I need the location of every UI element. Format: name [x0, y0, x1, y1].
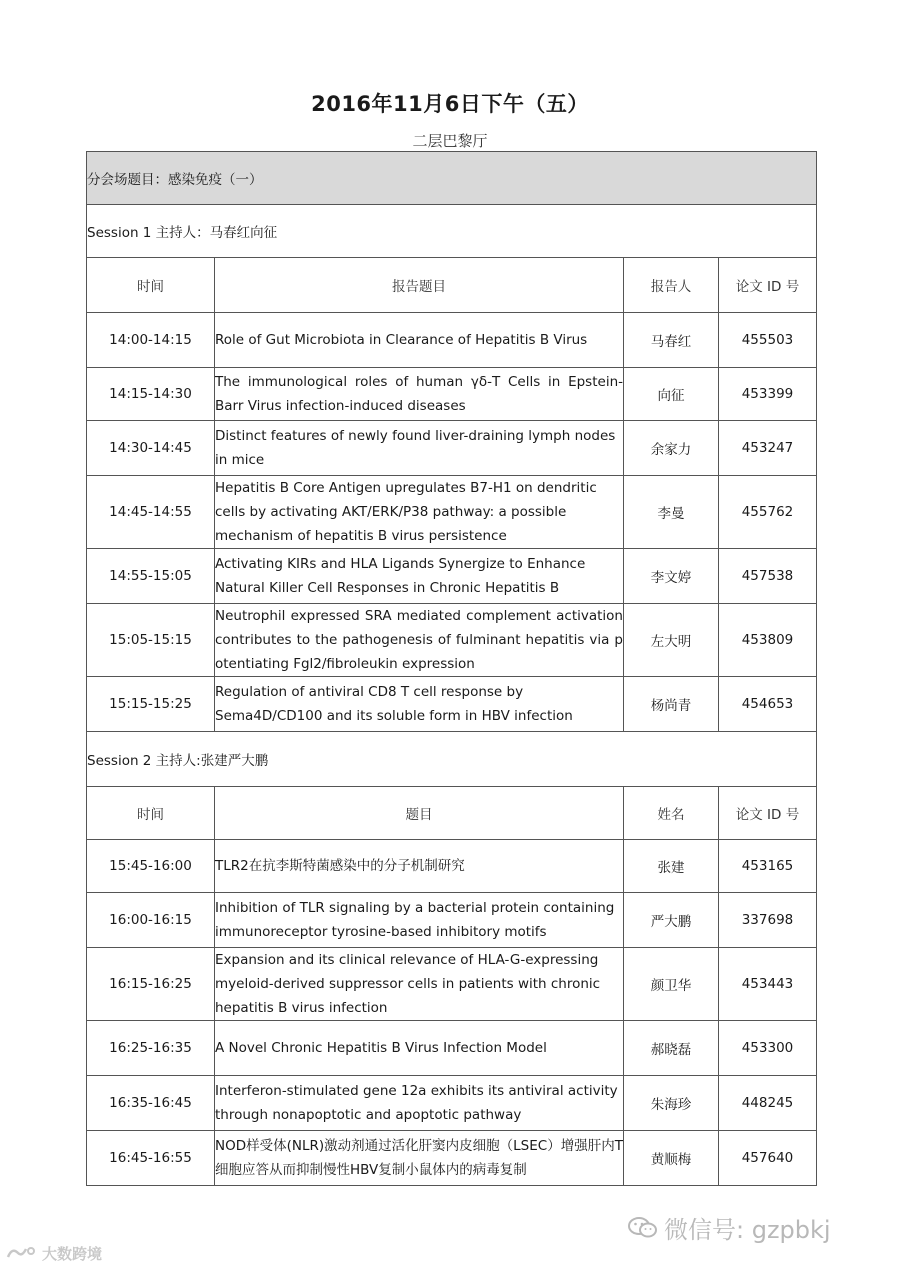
paper-id: 453809: [719, 604, 817, 677]
talk-time: 14:15-14:30: [87, 368, 215, 421]
table-row: [87, 604, 817, 677]
table-row: [87, 476, 817, 549]
speaker-name: 严大鹏: [624, 893, 719, 948]
speaker-name: 杨尚青: [624, 677, 719, 732]
paper-id: 457640: [719, 1131, 817, 1186]
paper-id: 448245: [719, 1076, 817, 1131]
paper-id: 454653: [719, 677, 817, 732]
session-2-label: Session 2 主持人:张建严大鹏: [87, 732, 817, 787]
table-row: [87, 1021, 817, 1076]
talk-title: NOD样受体(NLR)激动剂通过活化肝窦内皮细胞（LSEC）增强肝内T细胞应答从而抑制慢性HBV复制小鼠体内的病毒复制: [215, 1131, 624, 1186]
talk-time: 15:45-16:00: [87, 840, 215, 893]
column-header-speaker: 姓名: [624, 787, 719, 840]
talk-title: Neutrophil expressed SRA mediated complement activation contributes to the pathogenesis of fulminant hepatitis via potentiating Fgl2/fibroleukin expression: [215, 604, 624, 677]
talk-time: 14:30-14:45: [87, 421, 215, 476]
table-row: [87, 313, 817, 368]
brand-watermark-text: 大数跨境: [42, 1245, 103, 1263]
paper-id: 455503: [719, 313, 817, 368]
column-header-time: 时间: [87, 787, 215, 840]
talk-time: 16:15-16:25: [87, 948, 215, 1021]
speaker-name: 颜卫华: [624, 948, 719, 1021]
talk-time: 16:25-16:35: [87, 1021, 215, 1076]
table-row: [87, 840, 817, 893]
talk-title: Expansion and its clinical relevance of HLA-G-expressing myeloid-derived suppressor cells in patients with chronic hepatitis B virus infection: [215, 948, 624, 1021]
talk-title: Inhibition of TLR signaling by a bacterial protein containing immunoreceptor tyrosine-based inhibitory motifs: [215, 893, 624, 948]
session-1-label: Session 1 主持人：马春红向征: [87, 205, 817, 258]
talk-time: 14:55-15:05: [87, 549, 215, 604]
paper-id: 457538: [719, 549, 817, 604]
speaker-name: 左大明: [624, 604, 719, 677]
talk-title: A Novel Chronic Hepatitis B Virus Infection Model: [215, 1021, 624, 1076]
wechat-id-text: 微信号: gzpbkj: [664, 1216, 831, 1244]
table-row: [87, 893, 817, 948]
talk-title: Hepatitis B Core Antigen upregulates B7-H1 on dendritic cells by activating AKT/ERK/P38 pathway: a possible mechanism of hepatitis B virus persistence: [215, 476, 624, 549]
table-row: [87, 368, 817, 421]
column-header-title: 题目: [215, 787, 624, 840]
wechat-icon: [628, 1216, 658, 1246]
talk-time: 14:00-14:15: [87, 313, 215, 368]
speaker-name: 余家力: [624, 421, 719, 476]
column-header-paper-id: 论文 ID 号: [719, 258, 817, 313]
speaker-name: 郝晓磊: [624, 1021, 719, 1076]
talk-time: 16:00-16:15: [87, 893, 215, 948]
session-1-header-row: [87, 258, 817, 313]
paper-id: 453399: [719, 368, 817, 421]
paper-id: 453165: [719, 840, 817, 893]
talk-time: 16:45-16:55: [87, 1131, 215, 1186]
paper-id: 453443: [719, 948, 817, 1021]
talk-title: Distinct features of newly found liver-draining lymph nodes in mice: [215, 421, 624, 476]
table-row: [87, 677, 817, 732]
talk-time: 16:35-16:45: [87, 1076, 215, 1131]
session-2-header-row: [87, 787, 817, 840]
track-title: 分会场题目：感染免疫（一）: [87, 152, 817, 205]
speaker-name: 向征: [624, 368, 719, 421]
table-row: [87, 421, 817, 476]
speaker-name: 李文婷: [624, 549, 719, 604]
page-title: 2016年11月6日下午（五）: [311, 92, 589, 116]
talk-time: 14:45-14:55: [87, 476, 215, 549]
speaker-name: 张建: [624, 840, 719, 893]
speaker-name: 李曼: [624, 476, 719, 549]
column-header-paper-id: 论文 ID 号: [719, 787, 817, 840]
speaker-name: 朱海珍: [624, 1076, 719, 1131]
table-row: [87, 948, 817, 1021]
talk-time: 15:15-15:25: [87, 677, 215, 732]
column-header-title: 报告题目: [215, 258, 624, 313]
schedule-table: [86, 151, 817, 1186]
table-row: [87, 1076, 817, 1131]
paper-id: 337698: [719, 893, 817, 948]
column-header-speaker: 报告人: [624, 258, 719, 313]
talk-title: Interferon-stimulated gene 12a exhibits its antiviral activity through nonapoptotic and apoptotic pathway: [215, 1076, 624, 1131]
column-header-time: 时间: [87, 258, 215, 313]
speaker-name: 马春红: [624, 313, 719, 368]
brand-logo-icon: [6, 1245, 36, 1265]
paper-id: 453247: [719, 421, 817, 476]
talk-title: Activating KIRs and HLA Ligands Synergize to Enhance Natural Killer Cell Responses in Chronic Hepatitis B: [215, 549, 624, 604]
paper-id: 453300: [719, 1021, 817, 1076]
wechat-watermark: [628, 1210, 831, 1246]
talk-title: TLR2在抗李斯特菌感染中的分子机制研究: [215, 840, 624, 893]
talk-title: Regulation of antiviral CD8 T cell response by Sema4D/CD100 and its soluble form in HBV infection: [215, 677, 624, 732]
table-row: [87, 1131, 817, 1186]
brand-watermark: [6, 1243, 102, 1265]
venue-label: 二层巴黎厅: [412, 132, 488, 150]
table-row: [87, 549, 817, 604]
talk-title: The immunological roles of human γδ-T Cells in Epstein-Barr Virus infection-induced diseases: [215, 368, 624, 421]
paper-id: 455762: [719, 476, 817, 549]
talk-time: 15:05-15:15: [87, 604, 215, 677]
speaker-name: 黄顺梅: [624, 1131, 719, 1186]
talk-title: Role of Gut Microbiota in Clearance of Hepatitis B Virus: [215, 313, 624, 368]
